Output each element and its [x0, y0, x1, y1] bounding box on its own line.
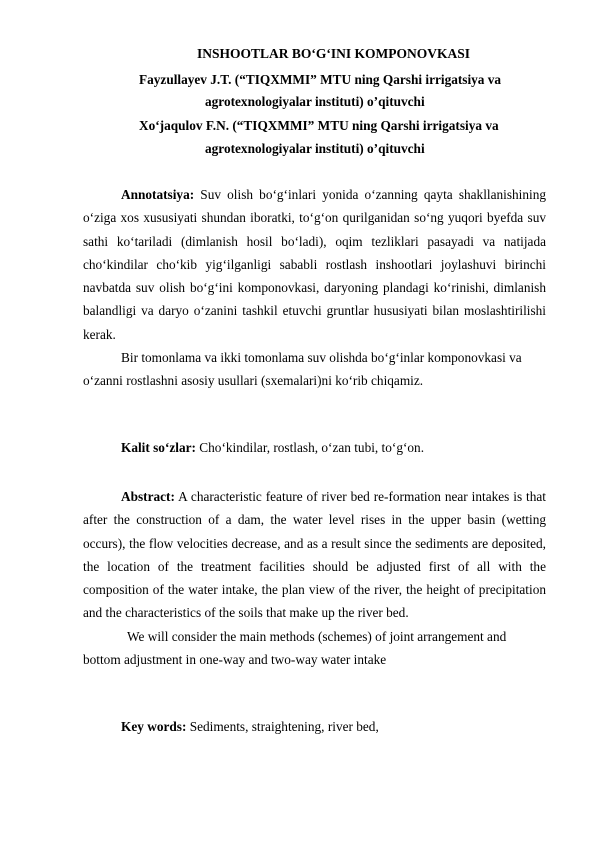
annotation-text-2: Bir tomonlama va ikki tomonlama suv olishda bo‘g‘inlar komponovkasi va o‘zanni rostlashni asosiy usullari (sxemalari)ni ko‘rib chiqamiz. [83, 350, 522, 389]
annotation-text: Suv olish bo‘g‘inlari yonida o‘zanning qayta shakllanishining o‘ziga xos xususiyati shundan iboratki, to‘g‘on qurilganidan so‘ng yuqori byefda suv sathi ko‘tariladi (dimlanish hosil bo‘ladi), oqim tezliklari pasayadi va natijada cho‘kindilar cho‘kib yig‘ilganligi sababli rostlash inshootlari joylashuvi birinchi navbatda suv olish bo‘g‘ini komponovkasi, daryoning plandagi ko‘rinishi, dimlanish balandligi va daryo o‘zanini tashkil etuvchi gruntlar hususiyati bilan moslashtirilishi kerak. [83, 187, 546, 342]
paper-title: INSHOOTLAR BO‘G‘INI KOMPONOVKASI [197, 46, 471, 61]
annotation-paragraph [83, 183, 546, 346]
kalit-section [83, 436, 546, 459]
abstract-label: Abstract: [121, 489, 175, 504]
author1-line2: agrotexnologiyalar instituti) o’qituvchi [205, 94, 425, 109]
abstract-text-2: We will consider the main methods (schemes) of joint arrangement and bottom adjustment in one-way and two-way water intake [83, 628, 507, 668]
keywords-section [83, 715, 546, 738]
abstract-section [83, 485, 546, 671]
author2-line1: Xo‘jaqulov F.N. (“TIQXMMI” MTU ning Qarshi irrigatsiya va [139, 118, 499, 133]
keywords-label: Key words: [121, 719, 187, 734]
kalit-paragraph [83, 436, 546, 459]
kalit-label: Kalit so‘zlar: [121, 440, 196, 455]
annotation-label: Annotatsiya: [121, 187, 195, 202]
abstract-text: A characteristic feature of river bed re-formation near intakes is that after the construction of a dam, the water level rises in the upper basin (wetting occurs), the flow velocities decrease, and as a result since the sediments are deposited, the location of the treatment facilities should be adjusted first of all with the composition of the water intake, the plan view of the river, the height of precipitation and the characteristics of the soils that make up the river bed. [83, 489, 546, 621]
keywords-text: Sediments, straightening, river bed, [186, 719, 379, 734]
annotation-section [83, 183, 546, 393]
abstract-paragraph-2 [83, 625, 546, 672]
abstract-paragraph [83, 485, 546, 625]
author2-line2: agrotexnologiyalar instituti) o’qituvchi [205, 141, 425, 156]
annotation-paragraph-2 [83, 346, 546, 393]
keywords-paragraph [83, 715, 546, 738]
author1-line1: Fayzullayev J.T. (“TIQXMMI” MTU ning Qarshi irrigatsiya va [139, 72, 502, 87]
kalit-text: Cho‘kindilar, rostlash, o‘zan tubi, to‘g‘on. [195, 440, 425, 455]
